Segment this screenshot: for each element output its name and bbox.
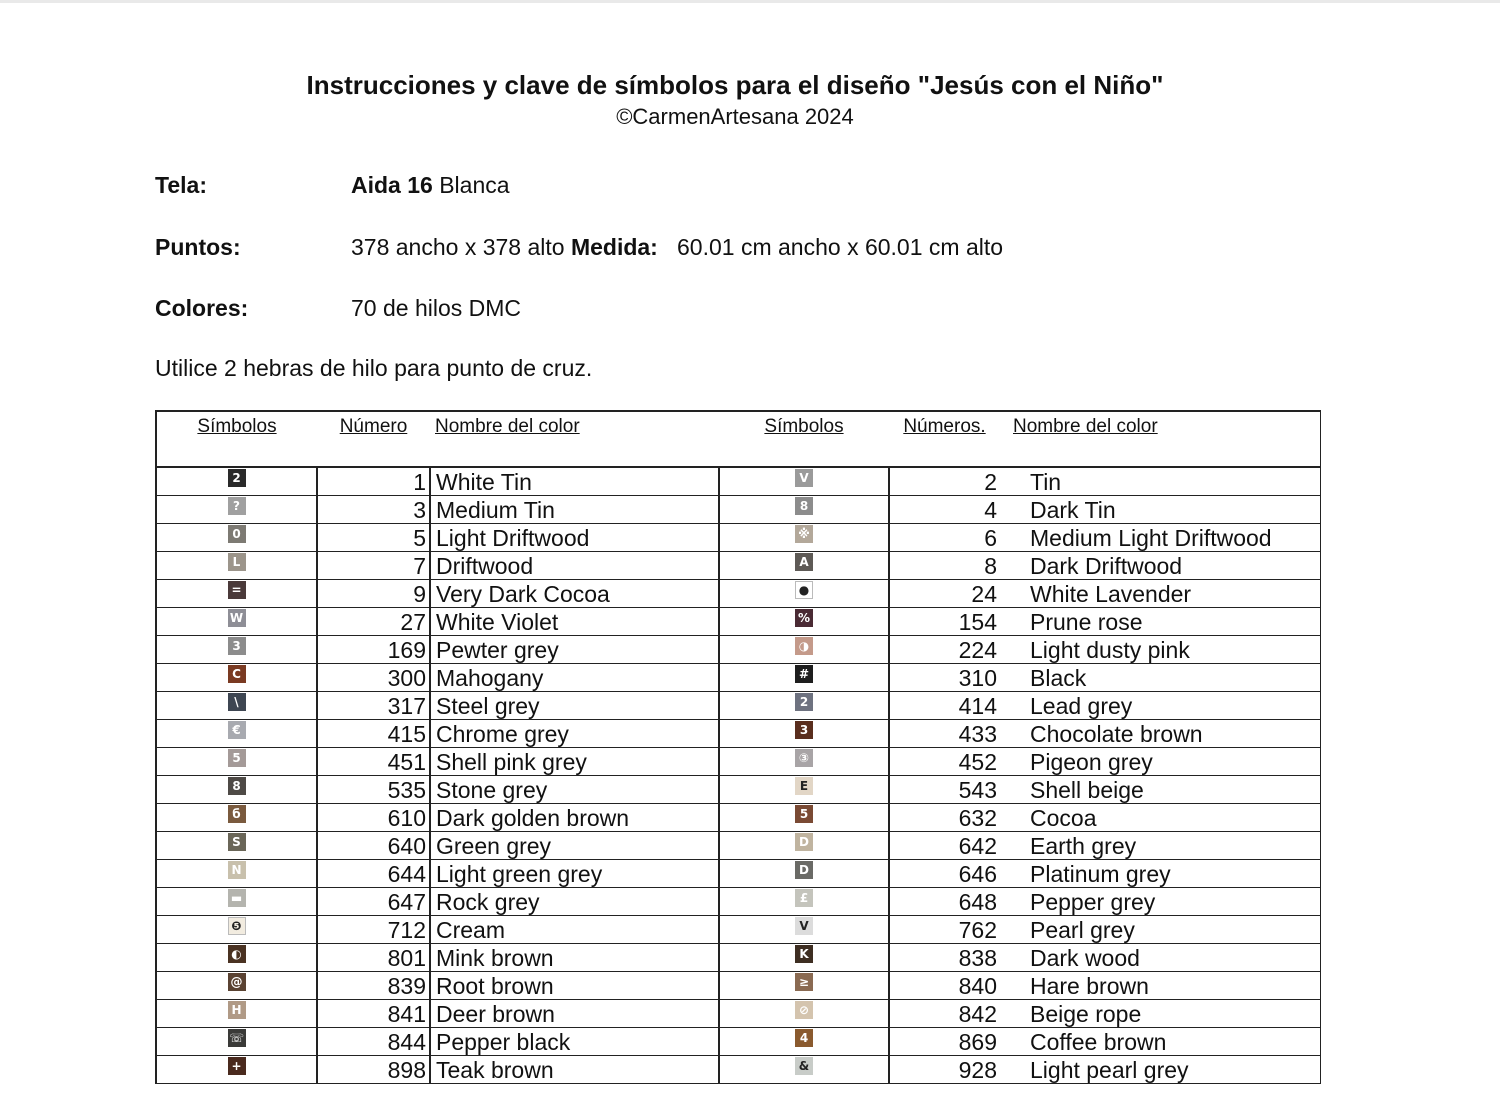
table-row xyxy=(156,860,1321,888)
header-number-right: Números. xyxy=(889,411,1000,467)
symbol-swatch-icon: ③ xyxy=(795,749,813,767)
table-row xyxy=(156,944,1321,972)
number-cell-right: 433 xyxy=(889,720,1000,748)
color-name-cell-right: Dark Driftwood xyxy=(1000,552,1321,580)
table-row xyxy=(156,888,1321,916)
number-cell-left: 844 xyxy=(317,1028,430,1056)
number-cell-right: 840 xyxy=(889,972,1000,1000)
symbol-swatch-icon: D xyxy=(795,833,813,851)
table-row xyxy=(156,664,1321,692)
symbol-swatch-icon: ? xyxy=(228,497,246,515)
symbol-cell-left xyxy=(156,972,317,1000)
number-cell-right: 452 xyxy=(889,748,1000,776)
page-top-border xyxy=(0,0,1500,3)
size-value: 60.01 cm ancho x 60.01 cm alto xyxy=(677,234,1004,260)
table-row xyxy=(156,636,1321,664)
number-cell-right: 4 xyxy=(889,496,1000,524)
symbol-cell-right xyxy=(719,636,889,664)
symbol-swatch-icon: @ xyxy=(228,973,246,991)
number-cell-left: 3 xyxy=(317,496,430,524)
color-name-cell-right: Tin xyxy=(1000,467,1321,496)
symbol-cell-right xyxy=(719,552,889,580)
symbol-cell-right xyxy=(719,580,889,608)
stitches-value: 378 ancho x 378 alto xyxy=(351,234,565,260)
symbol-cell-left xyxy=(156,467,317,496)
number-cell-left: 415 xyxy=(317,720,430,748)
color-name-cell-right: Platinum grey xyxy=(1000,860,1321,888)
symbol-cell-right xyxy=(719,776,889,804)
symbol-swatch-icon: 2 xyxy=(795,693,813,711)
number-cell-right: 224 xyxy=(889,636,1000,664)
fabric-color: Blanca xyxy=(432,172,510,198)
symbol-cell-right xyxy=(719,720,889,748)
color-name-cell-left: Steel grey xyxy=(430,692,719,720)
symbol-cell-left xyxy=(156,804,317,832)
symbol-swatch-icon: ● xyxy=(795,581,813,599)
symbol-swatch-icon: L xyxy=(228,553,246,571)
symbol-swatch-icon: H xyxy=(228,1001,246,1019)
symbol-cell-left xyxy=(156,888,317,916)
symbol-cell-left xyxy=(156,832,317,860)
symbol-swatch-icon: £ xyxy=(795,889,813,907)
symbol-swatch-icon: E xyxy=(795,777,813,795)
symbol-swatch-icon: ⊘ xyxy=(795,1001,813,1019)
symbol-swatch-icon: C xyxy=(228,665,246,683)
symbol-swatch-icon: W xyxy=(228,609,246,627)
symbol-cell-left xyxy=(156,664,317,692)
symbol-swatch-icon: V xyxy=(795,469,813,487)
table-row xyxy=(156,720,1321,748)
symbol-cell-left xyxy=(156,720,317,748)
color-name-cell-right: Medium Light Driftwood xyxy=(1000,524,1321,552)
table-row xyxy=(156,552,1321,580)
symbol-swatch-icon: K xyxy=(795,945,813,963)
table-row xyxy=(156,972,1321,1000)
symbol-cell-left xyxy=(156,1028,317,1056)
colors-label: Colores: xyxy=(155,295,249,321)
number-cell-right: 762 xyxy=(889,916,1000,944)
table-body xyxy=(156,467,1321,1084)
symbol-swatch-icon: + xyxy=(228,1057,246,1075)
table-row xyxy=(156,748,1321,776)
symbol-cell-right xyxy=(719,748,889,776)
color-name-cell-left: Light Driftwood xyxy=(430,524,719,552)
symbol-cell-left xyxy=(156,1000,317,1028)
color-name-cell-right: Hare brown xyxy=(1000,972,1321,1000)
symbol-swatch-icon: 0 xyxy=(228,525,246,543)
symbol-cell-left xyxy=(156,580,317,608)
symbol-swatch-icon: ❺ xyxy=(228,917,246,935)
number-cell-right: 24 xyxy=(889,580,1000,608)
symbol-swatch-icon: ◐ xyxy=(228,945,246,963)
symbol-swatch-icon: 4 xyxy=(795,1029,813,1047)
symbol-swatch-icon: V xyxy=(795,917,813,935)
color-name-cell-right: Light pearl grey xyxy=(1000,1056,1321,1084)
number-cell-right: 648 xyxy=(889,888,1000,916)
number-cell-right: 838 xyxy=(889,944,1000,972)
number-cell-left: 644 xyxy=(317,860,430,888)
symbol-cell-right xyxy=(719,804,889,832)
symbol-cell-left xyxy=(156,916,317,944)
symbol-swatch-icon: € xyxy=(228,721,246,739)
symbol-cell-left xyxy=(156,748,317,776)
symbol-key-table-container xyxy=(155,410,1321,1108)
symbol-swatch-icon: 5 xyxy=(228,749,246,767)
number-cell-left: 535 xyxy=(317,776,430,804)
color-name-cell-left: Dark golden brown xyxy=(430,804,719,832)
number-cell-right: 928 xyxy=(889,1056,1000,1084)
color-name-cell-left: Medium Tin xyxy=(430,496,719,524)
color-name-cell-left: Green grey xyxy=(430,832,719,860)
number-cell-left: 300 xyxy=(317,664,430,692)
table-row xyxy=(156,1028,1321,1056)
number-cell-left: 640 xyxy=(317,832,430,860)
table-row xyxy=(156,496,1321,524)
symbol-cell-right xyxy=(719,1000,889,1028)
color-name-cell-left: Stone grey xyxy=(430,776,719,804)
symbol-cell-left xyxy=(156,552,317,580)
color-name-cell-left: Mink brown xyxy=(430,944,719,972)
table-row xyxy=(156,776,1321,804)
color-name-cell-left: White Violet xyxy=(430,608,719,636)
table-row xyxy=(156,467,1321,496)
table-header-row xyxy=(156,411,1321,467)
symbol-swatch-icon: = xyxy=(228,581,246,599)
color-name-cell-right: Pepper grey xyxy=(1000,888,1321,916)
symbol-swatch-icon: # xyxy=(795,665,813,683)
fabric-label: Tela: xyxy=(155,172,207,198)
copyright-line: ©CarmenArtesana 2024 xyxy=(616,104,854,129)
symbol-cell-left xyxy=(156,524,317,552)
number-cell-right: 2 xyxy=(889,467,1000,496)
symbol-cell-right xyxy=(719,1056,889,1084)
symbol-swatch-icon: 3 xyxy=(795,721,813,739)
symbol-cell-left xyxy=(156,944,317,972)
color-name-cell-right: Chocolate brown xyxy=(1000,720,1321,748)
symbol-cell-right xyxy=(719,972,889,1000)
color-name-cell-right: Lead grey xyxy=(1000,692,1321,720)
table-row xyxy=(156,524,1321,552)
symbol-cell-right xyxy=(719,524,889,552)
symbol-swatch-icon: б xyxy=(228,805,246,823)
table-row xyxy=(156,580,1321,608)
header-number-left: Número xyxy=(317,411,430,467)
size-label: Medida: xyxy=(570,234,658,260)
color-name-cell-right: Cocoa xyxy=(1000,804,1321,832)
color-name-cell-left: Root brown xyxy=(430,972,719,1000)
color-name-cell-right: Shell beige xyxy=(1000,776,1321,804)
header-symbols-right: Símbolos xyxy=(719,411,889,467)
symbol-key-table xyxy=(155,410,1321,1084)
color-name-cell-left: Deer brown xyxy=(430,1000,719,1028)
color-name-cell-right: Black xyxy=(1000,664,1321,692)
symbol-swatch-icon: % xyxy=(795,609,813,627)
symbol-swatch-icon: 3 xyxy=(228,637,246,655)
number-cell-right: 8 xyxy=(889,552,1000,580)
symbol-swatch-icon: ☏ xyxy=(228,1031,244,1046)
fabric-value xyxy=(351,172,510,199)
symbol-swatch-icon: \ xyxy=(228,693,246,711)
color-name-cell-right: Light dusty pink xyxy=(1000,636,1321,664)
color-name-cell-left: Mahogany xyxy=(430,664,719,692)
header-name-right: Nombre del color xyxy=(1000,411,1321,467)
table-row xyxy=(156,832,1321,860)
table-row xyxy=(156,804,1321,832)
color-name-cell-right: Earth grey xyxy=(1000,832,1321,860)
table-row xyxy=(156,1000,1321,1028)
symbol-cell-right xyxy=(719,860,889,888)
symbol-cell-right xyxy=(719,467,889,496)
fabric-type: Aida 16 xyxy=(351,172,433,198)
symbol-cell-left xyxy=(156,692,317,720)
symbol-swatch-icon: A xyxy=(795,553,813,571)
symbol-swatch-icon: 5 xyxy=(795,805,813,823)
document-title: Instrucciones y clave de símbolos para el diseño "Jesús con el Niño" xyxy=(306,70,1164,100)
number-cell-left: 7 xyxy=(317,552,430,580)
number-cell-left: 712 xyxy=(317,916,430,944)
number-cell-left: 898 xyxy=(317,1056,430,1084)
number-cell-left: 801 xyxy=(317,944,430,972)
color-name-cell-left: Very Dark Cocoa xyxy=(430,580,719,608)
number-cell-left: 169 xyxy=(317,636,430,664)
number-cell-left: 317 xyxy=(317,692,430,720)
symbol-cell-left xyxy=(156,636,317,664)
number-cell-left: 839 xyxy=(317,972,430,1000)
color-name-cell-right: White Lavender xyxy=(1000,580,1321,608)
color-name-cell-right: Beige rope xyxy=(1000,1000,1321,1028)
color-name-cell-left: Rock grey xyxy=(430,888,719,916)
symbol-swatch-icon: & xyxy=(795,1057,813,1075)
symbol-cell-left xyxy=(156,608,317,636)
number-cell-right: 642 xyxy=(889,832,1000,860)
number-cell-left: 451 xyxy=(317,748,430,776)
symbol-swatch-icon: S xyxy=(228,833,246,851)
stitches-label: Puntos: xyxy=(155,234,241,260)
number-cell-left: 647 xyxy=(317,888,430,916)
color-name-cell-right: Pigeon grey xyxy=(1000,748,1321,776)
table-row xyxy=(156,1056,1321,1084)
number-cell-right: 869 xyxy=(889,1028,1000,1056)
instruction-text: Utilice 2 hebras de hilo para punto de cruz. xyxy=(155,355,593,381)
number-cell-right: 414 xyxy=(889,692,1000,720)
color-name-cell-left: Driftwood xyxy=(430,552,719,580)
symbol-swatch-icon: ※ xyxy=(795,525,813,543)
color-name-cell-right: Coffee brown xyxy=(1000,1028,1321,1056)
color-name-cell-right: Prune rose xyxy=(1000,608,1321,636)
number-cell-right: 6 xyxy=(889,524,1000,552)
number-cell-right: 154 xyxy=(889,608,1000,636)
symbol-cell-right xyxy=(719,888,889,916)
number-cell-right: 646 xyxy=(889,860,1000,888)
color-name-cell-left: Chrome grey xyxy=(430,720,719,748)
number-cell-right: 543 xyxy=(889,776,1000,804)
number-cell-left: 1 xyxy=(317,467,430,496)
symbol-cell-left xyxy=(156,860,317,888)
color-name-cell-left: Pepper black xyxy=(430,1028,719,1056)
color-name-cell-left: Cream xyxy=(430,916,719,944)
number-cell-left: 841 xyxy=(317,1000,430,1028)
color-name-cell-left: Shell pink grey xyxy=(430,748,719,776)
symbol-cell-right xyxy=(719,496,889,524)
symbol-cell-left xyxy=(156,496,317,524)
symbol-cell-right xyxy=(719,832,889,860)
table-row xyxy=(156,916,1321,944)
color-name-cell-left: White Tin xyxy=(430,467,719,496)
symbol-swatch-icon: 2 xyxy=(228,469,246,487)
symbol-swatch-icon: ▬ xyxy=(228,889,246,907)
number-cell-right: 842 xyxy=(889,1000,1000,1028)
table-row xyxy=(156,608,1321,636)
color-name-cell-left: Teak brown xyxy=(430,1056,719,1084)
color-name-cell-left: Light green grey xyxy=(430,860,719,888)
number-cell-left: 5 xyxy=(317,524,430,552)
symbol-swatch-icon: ◑ xyxy=(795,637,813,655)
symbol-swatch-icon: D xyxy=(795,861,813,879)
color-name-cell-left: Pewter grey xyxy=(430,636,719,664)
colors-value: 70 de hilos DMC xyxy=(351,295,522,321)
symbol-cell-right xyxy=(719,664,889,692)
symbol-cell-right xyxy=(719,692,889,720)
number-cell-left: 27 xyxy=(317,608,430,636)
stitches-value-line xyxy=(351,234,1003,261)
symbol-cell-right xyxy=(719,916,889,944)
number-cell-left: 9 xyxy=(317,580,430,608)
color-name-cell-right: Pearl grey xyxy=(1000,916,1321,944)
symbol-cell-left xyxy=(156,776,317,804)
header-symbols-left: Símbolos xyxy=(156,411,317,467)
header-name-left: Nombre del color xyxy=(430,411,719,467)
number-cell-left: 610 xyxy=(317,804,430,832)
symbol-cell-left xyxy=(156,1056,317,1084)
color-name-cell-right: Dark Tin xyxy=(1000,496,1321,524)
symbol-swatch-icon: ≥ xyxy=(795,973,813,991)
symbol-swatch-icon: 8 xyxy=(795,497,813,515)
color-name-cell-right: Dark wood xyxy=(1000,944,1321,972)
symbol-swatch-icon: 8 xyxy=(228,777,246,795)
symbol-swatch-icon: N xyxy=(228,861,246,879)
symbol-cell-right xyxy=(719,944,889,972)
symbol-cell-right xyxy=(719,608,889,636)
number-cell-right: 632 xyxy=(889,804,1000,832)
number-cell-right: 310 xyxy=(889,664,1000,692)
table-row xyxy=(156,692,1321,720)
symbol-cell-right xyxy=(719,1028,889,1056)
